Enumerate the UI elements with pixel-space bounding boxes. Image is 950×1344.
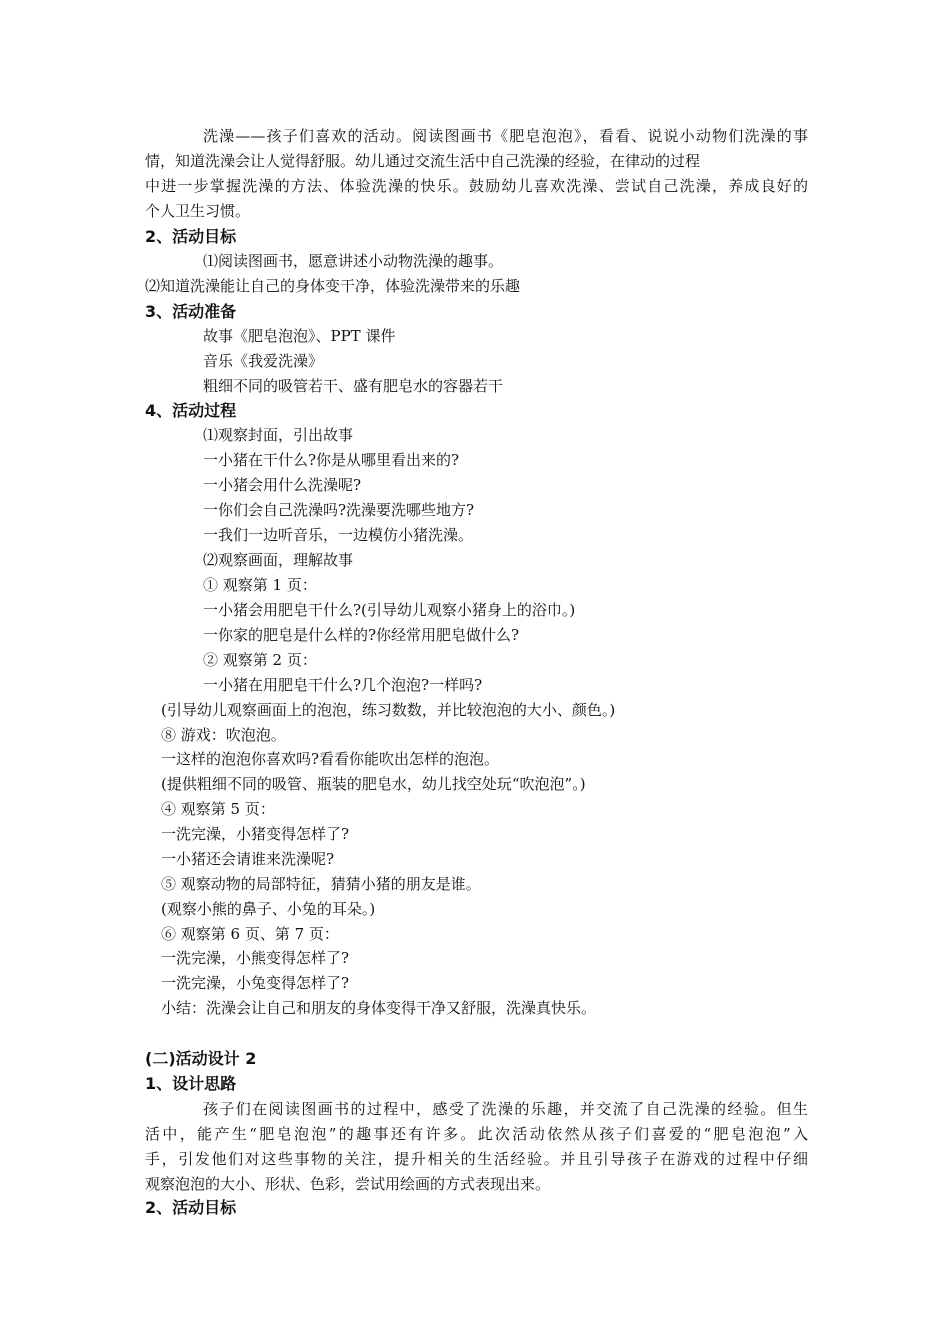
prep-item-3: 粗细不同的吸管若干、盛有肥皂水的容器若干	[203, 377, 504, 395]
design-idea-heading: 1、设计思路	[145, 1074, 237, 1093]
process-line: ⑴观察封面，引出故事	[203, 426, 354, 444]
process-line: ⑧ 游戏：吹泡泡。	[161, 726, 286, 744]
process-line: 一我们一边听音乐，一边模仿小猪洗澡。	[203, 526, 474, 544]
process-line: (观察小熊的鼻子、小兔的耳朵。)	[161, 900, 376, 918]
goal-item-2: ⑵知道洗澡能让自己的身体变干净，体验洗澡带来的乐趣	[145, 277, 521, 295]
goals-heading-2: 2、活动目标	[145, 1198, 237, 1217]
process-line: (引导幼儿观察画面上的泡泡，练习数数，并比较泡泡的大小、颜色。)	[161, 701, 616, 719]
process-line: ② 观察第 2 页：	[203, 651, 317, 669]
intro-line-2: 情，知道洗澡会让人觉得舒服。幼儿通过交流生活中自己洗澡的经验，在律动的过程	[145, 152, 701, 170]
intro-line-1: 洗澡——孩子们喜欢的活动。阅读图画书《肥皂泡泡》，看看、说说小动物们洗澡的事	[203, 127, 808, 145]
process-line: 一你家的肥皂是什么样的?你经常用肥皂做什么?	[203, 626, 520, 644]
process-line: 一小猪在用肥皂干什么?几个泡泡?一样吗?	[203, 676, 483, 694]
process-line: 一你们会自己洗澡吗?洗澡要洗哪些地方?	[203, 501, 475, 519]
prep-heading: 3、活动准备	[145, 302, 237, 321]
prep-item-1: 故事《肥皂泡泡》、PPT 课件	[203, 327, 396, 345]
goals-heading: 2、活动目标	[145, 227, 237, 246]
process-line: 一小猪在干什么?你是从哪里看出来的?	[203, 451, 460, 469]
process-line: 一这样的泡泡你喜欢吗?看看你能吹出怎样的泡泡。	[161, 750, 500, 768]
prep-item-2: 音乐《我爱洗澡》	[203, 352, 324, 370]
process-heading: 4、活动过程	[145, 401, 237, 420]
section-2-title: (二)活动设计 2	[145, 1049, 257, 1068]
process-line: 一洗完澡，小熊变得怎样了?	[161, 949, 350, 967]
process-line: 一小猪还会请谁来洗澡呢?	[161, 850, 335, 868]
process-line: 一洗完澡，小兔变得怎样了?	[161, 974, 350, 992]
process-line: ⑤ 观察动物的局部特征，猜猜小猪的朋友是谁。	[161, 875, 481, 893]
process-line: ⑥ 观察第 6 页、第 7 页：	[161, 925, 339, 943]
process-line: 一小猪会用什么洗澡呢?	[203, 476, 362, 494]
intro-line-3: 中进一步掌握洗澡的方法、体验洗澡的快乐。鼓励幼儿喜欢洗澡、尝试自己洗澡，养成良好的	[145, 177, 808, 195]
summary-line: 小结：洗澡会让自己和朋友的身体变得干净又舒服，洗澡真快乐。	[161, 999, 597, 1017]
idea-line-1: 孩子们在阅读图画书的过程中，感受了洗澡的乐趣，并交流了自己洗澡的经验。但生	[203, 1100, 808, 1118]
process-line: (提供粗细不同的吸管、瓶装的肥皂水，幼儿找空处玩“吹泡泡”。)	[161, 775, 586, 793]
process-line: 一洗完澡，小猪变得怎样了?	[161, 825, 350, 843]
goal-item-1: ⑴阅读图画书，愿意讲述小动物洗澡的趣事。	[203, 252, 504, 270]
process-line: 一小猪会用肥皂干什么?(引导幼儿观察小猪身上的浴巾。)	[203, 601, 576, 619]
idea-line-2: 活中，能产生“肥皂泡泡”的趣事还有许多。此次活动依然从孩子们喜爱的“肥皂泡泡”入	[145, 1125, 808, 1143]
intro-line-4: 个人卫生习惯。	[145, 202, 251, 220]
process-line: ⑵观察画面，理解故事	[203, 551, 354, 569]
idea-line-3: 手，引发他们对这些事物的关注，提升相关的生活经验。并且引导孩子在游戏的过程中仔细	[145, 1150, 808, 1168]
process-line: ① 观察第 1 页：	[203, 576, 317, 594]
process-line: ④ 观察第 5 页：	[161, 800, 275, 818]
idea-line-4: 观察泡泡的大小、形状、色彩，尝试用绘画的方式表现出来。	[145, 1175, 551, 1193]
